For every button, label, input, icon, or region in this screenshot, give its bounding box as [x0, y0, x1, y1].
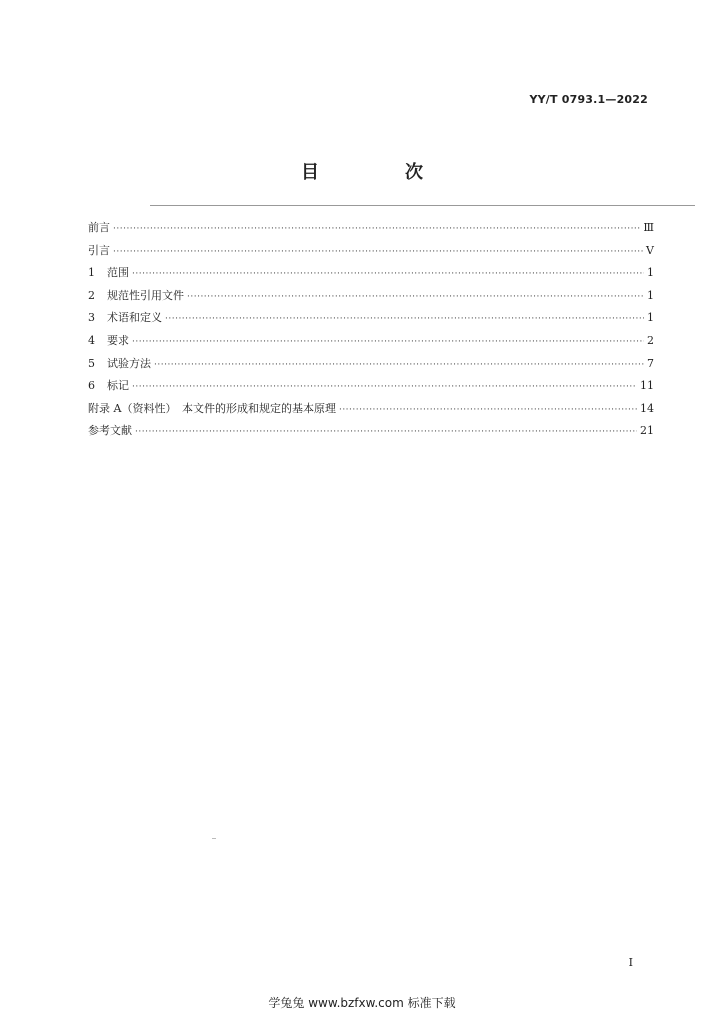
toc-entry-foreword[interactable] [88, 219, 654, 242]
toc-page: 1 [647, 266, 654, 280]
toc-label: 标记 [107, 379, 129, 393]
page-number: I [628, 956, 633, 969]
toc-label: 范围 [107, 266, 129, 280]
toc-page: Ⅴ [646, 243, 654, 257]
toc-entry-annex-a[interactable] [88, 400, 654, 423]
toc-page: 11 [640, 379, 654, 393]
toc-page: 1 [647, 288, 654, 302]
toc-entry-scope[interactable] [88, 264, 654, 287]
toc-entry-test-methods[interactable] [88, 355, 654, 378]
toc-page: 7 [647, 356, 654, 370]
toc-number: 6 [88, 379, 95, 393]
toc-entry-bibliography[interactable] [88, 422, 654, 445]
toc-label: 附录 A（资料性） 本文件的形成和规定的基本原理 [88, 401, 336, 415]
table-of-contents [88, 219, 654, 445]
toc-number: 1 [88, 266, 95, 280]
toc-leader [339, 405, 637, 415]
toc-page: Ⅲ [643, 221, 654, 234]
toc-leader [113, 224, 640, 234]
page-title: 目 次 [301, 162, 457, 183]
download-watermark: 学兔兔 www.bzfxw.com 标准下载 [268, 996, 456, 1010]
toc-leader [165, 314, 644, 324]
toc-page: 14 [640, 401, 654, 415]
toc-label: 要求 [107, 333, 129, 347]
toc-entry-terms-definitions[interactable] [88, 309, 654, 332]
toc-leader [132, 269, 644, 279]
toc-leader [132, 337, 644, 347]
toc-page: 21 [640, 424, 654, 438]
standard-number: YY/T 0793.1—2022 [529, 93, 648, 106]
toc-entry-marking[interactable] [88, 377, 654, 400]
toc-entry-normative-references[interactable] [88, 287, 654, 310]
title-rule [150, 205, 695, 206]
toc-page: 1 [647, 311, 654, 325]
toc-leader [154, 360, 644, 370]
toc-label: 引言 [88, 243, 110, 257]
toc-label: 前言 [88, 221, 110, 234]
toc-entry-requirements[interactable] [88, 332, 654, 355]
toc-number: 3 [88, 311, 95, 325]
toc-leader [113, 247, 643, 257]
toc-number: 2 [88, 288, 95, 302]
toc-label: 术语和定义 [107, 311, 162, 325]
toc-page: 2 [647, 333, 654, 347]
toc-entry-introduction[interactable] [88, 242, 654, 265]
toc-label: 规范性引用文件 [107, 288, 184, 302]
toc-label: 参考文献 [88, 424, 132, 438]
toc-label: 试验方法 [107, 356, 151, 370]
scan-speck [212, 838, 216, 839]
toc-number: 4 [88, 333, 95, 347]
toc-number: 5 [88, 356, 95, 370]
toc-leader [132, 382, 637, 392]
toc-leader [135, 427, 637, 437]
toc-leader [187, 292, 644, 302]
